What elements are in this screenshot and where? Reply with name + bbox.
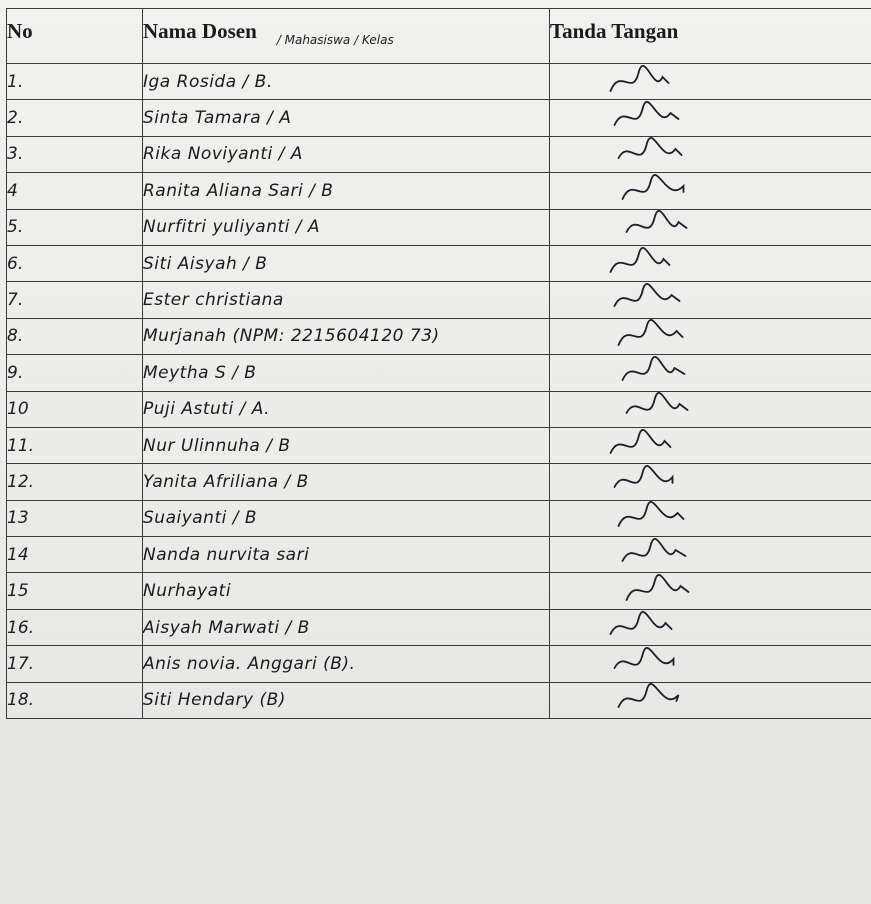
header-signature-label: Tanda Tangan [550, 19, 679, 43]
table-row [7, 64, 871, 100]
table-row [7, 209, 871, 245]
row-number: 16. [7, 609, 143, 645]
handwritten-signature [550, 101, 871, 135]
handwritten-signature [550, 574, 871, 608]
handwritten-signature [550, 465, 871, 499]
row-name: Nurfitri yuliyanti / A [143, 209, 550, 245]
row-signature [550, 282, 871, 318]
header-signature [550, 9, 871, 64]
row-name: Sinta Tamara / A [143, 100, 550, 136]
row-number: 3. [7, 136, 143, 172]
row-signature [550, 245, 871, 281]
handwritten-signature [550, 247, 871, 281]
row-number: 14 [7, 537, 143, 573]
row-signature [550, 500, 871, 536]
row-name: Rika Noviyanti / A [143, 136, 550, 172]
table-row [7, 682, 871, 718]
table-row [7, 282, 871, 318]
header-name-note: / Mahasiswa / Kelas [276, 33, 394, 47]
table-row [7, 573, 871, 609]
signature-stroke [619, 320, 683, 345]
header-name-label: Nama Dosen [143, 19, 257, 43]
row-signature [550, 136, 871, 172]
row-number: 5. [7, 209, 143, 245]
signature-stroke [619, 684, 679, 707]
signature-stroke [615, 102, 679, 125]
row-signature [550, 646, 871, 682]
row-signature [550, 100, 871, 136]
table-row [7, 136, 871, 172]
signature-stroke [615, 648, 674, 668]
table-row [7, 609, 871, 645]
row-signature [550, 609, 871, 645]
row-signature [550, 573, 871, 609]
row-number: 18. [7, 682, 143, 718]
row-name: Yanita Afriliana / B [143, 464, 550, 500]
row-name: Puji Astuti / A. [143, 391, 550, 427]
row-number: 2. [7, 100, 143, 136]
row-signature [550, 355, 871, 391]
handwritten-signature [550, 538, 871, 572]
table-row [7, 100, 871, 136]
row-name: Ester christiana [143, 282, 550, 318]
row-number: 10 [7, 391, 143, 427]
row-signature [550, 209, 871, 245]
header-no [7, 9, 143, 64]
handwritten-signature [550, 283, 871, 317]
row-signature [550, 537, 871, 573]
row-signature [550, 64, 871, 100]
signature-stroke [627, 393, 688, 413]
signature-stroke [623, 539, 686, 561]
signature-stroke [611, 429, 671, 452]
signature-stroke [623, 175, 684, 199]
table-body [7, 64, 871, 719]
handwritten-signature [550, 137, 871, 171]
row-name: Aisyah Marwati / B [143, 609, 550, 645]
row-number: 9. [7, 355, 143, 391]
row-signature [550, 464, 871, 500]
row-number: 11. [7, 427, 143, 463]
row-number: 7. [7, 282, 143, 318]
handwritten-signature [550, 356, 871, 390]
row-number: 17. [7, 646, 143, 682]
row-signature [550, 318, 871, 354]
row-signature [550, 173, 871, 209]
row-name: Murjanah (NPM: 2215604120 73) [143, 318, 550, 354]
signature-stroke [611, 248, 670, 272]
table-row [7, 391, 871, 427]
row-number: 15 [7, 573, 143, 609]
table-row [7, 245, 871, 281]
table-row [7, 500, 871, 536]
handwritten-signature [550, 210, 871, 244]
signature-stroke [623, 357, 685, 380]
handwritten-signature [550, 392, 871, 426]
row-name: Nurhayati [143, 573, 550, 609]
header-no-label: No [7, 19, 33, 43]
table-row [7, 646, 871, 682]
row-number: 13 [7, 500, 143, 536]
row-name: Iga Rosida / B. [143, 64, 550, 100]
row-name: Nur Ulinnuha / B [143, 427, 550, 463]
signature-stroke [627, 575, 689, 600]
row-name: Ranita Aliana Sari / B [143, 173, 550, 209]
row-name: Meytha S / B [143, 355, 550, 391]
row-number: 6. [7, 245, 143, 281]
handwritten-signature [550, 319, 871, 353]
table-row [7, 464, 871, 500]
row-number: 4 [7, 173, 143, 209]
handwritten-signature [550, 174, 871, 208]
signature-stroke [615, 466, 673, 487]
row-signature [550, 682, 871, 718]
table-row [7, 427, 871, 463]
signature-stroke [611, 66, 669, 91]
handwritten-signature [550, 65, 871, 99]
table-row [7, 537, 871, 573]
handwritten-signature [550, 683, 871, 717]
handwritten-signature [550, 429, 871, 463]
attendance-table [6, 8, 871, 719]
row-number: 1. [7, 64, 143, 100]
signature-stroke [615, 284, 680, 306]
table-row [7, 173, 871, 209]
row-name: Siti Aisyah / B [143, 245, 550, 281]
header-name [143, 9, 550, 64]
table-row [7, 318, 871, 354]
row-signature [550, 427, 871, 463]
row-name: Nanda nurvita sari [143, 537, 550, 573]
signature-stroke [619, 138, 682, 158]
signature-stroke [611, 611, 672, 633]
header-row [7, 9, 871, 64]
handwritten-signature [550, 647, 871, 681]
table-row [7, 355, 871, 391]
row-name: Suaiyanti / B [143, 500, 550, 536]
handwritten-signature [550, 501, 871, 535]
signature-stroke [619, 502, 684, 526]
row-number: 12. [7, 464, 143, 500]
row-name: Siti Hendary (B) [143, 682, 550, 718]
row-signature [550, 391, 871, 427]
row-name: Anis novia. Anggari (B). [143, 646, 550, 682]
handwritten-signature [550, 611, 871, 645]
signature-stroke [627, 211, 687, 232]
row-number: 8. [7, 318, 143, 354]
